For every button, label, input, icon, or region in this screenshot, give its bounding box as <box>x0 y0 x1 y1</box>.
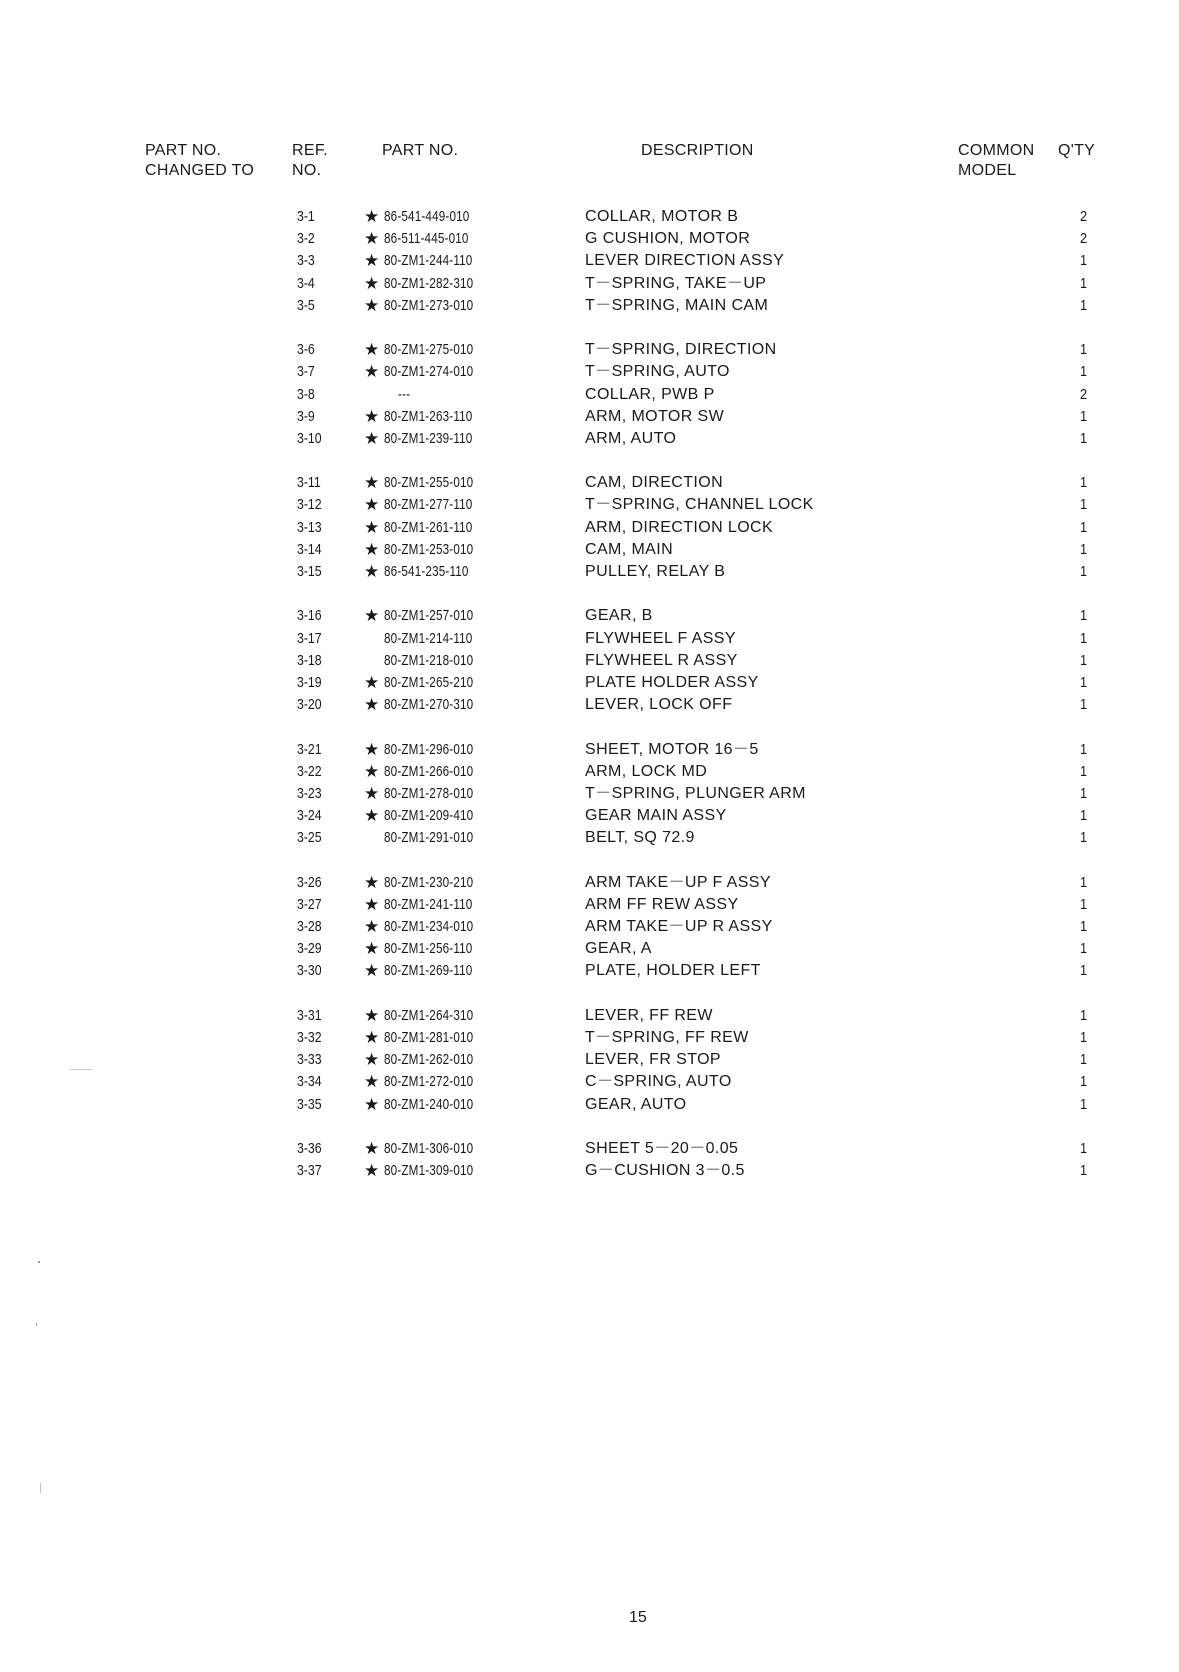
part-no-cell: 80-ZM1-278-010 <box>384 784 474 802</box>
ref-no-cell: 3-1 <box>297 208 315 225</box>
star-icon: ★ <box>364 207 380 226</box>
description-cell: T－SPRING, DIRECTION <box>585 341 777 359</box>
ref-no-cell: 3-30 <box>297 962 322 980</box>
description-cell: CAM, MAIN <box>585 540 674 558</box>
table-row <box>0 628 1179 650</box>
part-no-cell: 80-ZM1-234-010 <box>384 918 474 935</box>
table-row <box>0 894 1179 916</box>
part-no-cell: 80-ZM1-209-410 <box>384 807 474 825</box>
part-no-cell: 80-ZM1-291-010 <box>384 829 474 847</box>
qty-cell: 1 <box>1080 296 1088 314</box>
part-no-cell: 80-ZM1-306-010 <box>384 1139 474 1157</box>
header-description-text: DESCRIPTION <box>641 142 754 159</box>
description-cell: G－CUSHION 3－0.5 <box>585 1162 745 1180</box>
qty-cell: 1 <box>1080 607 1088 625</box>
qty-cell: 1 <box>1080 1162 1088 1180</box>
description-cell: C－SPRING, AUTO <box>585 1073 732 1091</box>
star-icon: ★ <box>364 473 380 493</box>
star-icon: ★ <box>364 1027 380 1047</box>
ref-no-cell: 3-26 <box>297 873 322 891</box>
header-no-label: NO. <box>292 162 322 179</box>
table-row <box>0 472 1179 494</box>
header-qty <box>1058 141 1095 161</box>
star-icon: ★ <box>364 783 380 803</box>
ref-no-cell: 3-11 <box>297 474 321 492</box>
table-row <box>0 339 1179 361</box>
scan-speck <box>40 1483 41 1493</box>
star-icon: ★ <box>364 495 380 515</box>
qty-cell: 1 <box>1080 1028 1088 1046</box>
ref-no-cell: 3-3 <box>297 252 315 270</box>
description-cell: LEVER, LOCK OFF <box>585 696 733 714</box>
table-row <box>0 406 1179 428</box>
table-row <box>0 273 1179 295</box>
table-row <box>0 539 1179 561</box>
table-row <box>0 428 1179 450</box>
qty-cell: 1 <box>1080 252 1088 270</box>
description-cell: ARM, DIRECTION LOCK <box>585 518 774 536</box>
star-icon: ★ <box>364 273 380 293</box>
table-row <box>0 827 1179 849</box>
ref-no-cell: 3-12 <box>297 496 322 514</box>
header-part-no-text: PART NO. <box>382 142 459 159</box>
scan-speck <box>70 1069 92 1070</box>
description-cell: FLYWHEEL R ASSY <box>585 651 738 669</box>
description-cell: CAM, DIRECTION <box>585 474 724 492</box>
part-no-cell: 80-ZM1-309-010 <box>384 1162 474 1180</box>
part-no-cell: 80-ZM1-274-010 <box>384 363 474 381</box>
table-row <box>0 650 1179 672</box>
part-no-cell: 86-541-235-110 <box>384 563 469 580</box>
header-ref-no <box>292 141 328 181</box>
header-part-no-changed-to <box>145 141 254 181</box>
table-row <box>0 872 1179 894</box>
qty-cell: 1 <box>1080 940 1088 958</box>
qty-cell: 1 <box>1080 696 1088 714</box>
star-icon: ★ <box>364 806 380 826</box>
table-row <box>0 739 1179 761</box>
ref-no-cell: 3-8 <box>297 385 315 403</box>
part-no-cell: 80-ZM1-255-010 <box>384 474 474 492</box>
ref-no-cell: 3-33 <box>297 1051 322 1069</box>
table-row <box>0 384 1179 406</box>
qty-cell: 1 <box>1080 474 1088 492</box>
table-row <box>0 250 1179 272</box>
table-row <box>0 1005 1179 1027</box>
part-no-cell: 80-ZM1-272-010 <box>384 1073 474 1091</box>
part-no-cell: 80-ZM1-253-010 <box>384 540 474 558</box>
ref-no-cell: 3-13 <box>297 518 322 536</box>
ref-no-cell: 3-28 <box>297 918 322 935</box>
ref-no-cell: 3-7 <box>297 363 315 381</box>
ref-no-cell: 3-29 <box>297 940 322 958</box>
part-no-cell: 80-ZM1-275-010 <box>384 341 474 359</box>
star-icon: ★ <box>364 1050 380 1070</box>
description-cell: ARM, MOTOR SW <box>585 407 725 425</box>
description-cell: T－SPRING, MAIN CAM <box>585 296 769 314</box>
star-icon: ★ <box>364 761 380 781</box>
ref-no-cell: 3-17 <box>297 629 322 647</box>
description-cell: COLLAR, MOTOR B <box>585 208 739 225</box>
star-icon: ★ <box>364 1138 380 1158</box>
part-no-cell: 80-ZM1-240-010 <box>384 1095 474 1113</box>
header-part-no <box>382 141 458 161</box>
ref-no-cell: 3-34 <box>297 1073 322 1091</box>
qty-cell: 1 <box>1080 651 1088 669</box>
table-row <box>0 206 1179 228</box>
part-no-cell: 80-ZM1-296-010 <box>384 740 474 758</box>
star-icon: ★ <box>364 872 380 892</box>
description-cell: PULLEY, RELAY B <box>585 563 726 580</box>
star-icon: ★ <box>364 939 380 959</box>
ref-no-cell: 3-19 <box>297 673 322 691</box>
part-no-cell: 86-541-449-010 <box>384 208 470 225</box>
qty-cell: 1 <box>1080 895 1088 913</box>
star-icon: ★ <box>364 428 380 448</box>
description-cell: GEAR, AUTO <box>585 1095 687 1113</box>
star-icon: ★ <box>364 295 380 315</box>
qty-cell: 1 <box>1080 762 1088 780</box>
ref-no-cell: 3-32 <box>297 1028 322 1046</box>
part-no-cell: 80-ZM1-265-210 <box>384 673 474 691</box>
qty-cell: 1 <box>1080 740 1088 758</box>
header-ref-label: REF. <box>292 142 328 159</box>
header-common-label: COMMON <box>958 142 1035 159</box>
description-cell: GEAR, A <box>585 940 652 958</box>
table-row <box>0 494 1179 516</box>
ref-no-cell: 3-23 <box>297 784 322 802</box>
star-icon: ★ <box>364 251 380 271</box>
qty-cell: 1 <box>1080 363 1088 381</box>
qty-cell: 1 <box>1080 518 1088 536</box>
star-icon: ★ <box>364 406 380 426</box>
header-changed-to-label: CHANGED TO <box>145 162 255 179</box>
star-icon: ★ <box>364 894 380 914</box>
part-no-cell: 80-ZM1-273-010 <box>384 296 474 314</box>
star-icon: ★ <box>364 672 380 692</box>
header-part-no-label: PART NO. <box>145 142 222 159</box>
ref-no-cell: 3-16 <box>297 607 322 625</box>
qty-cell: 1 <box>1080 873 1088 891</box>
header-qty-text: Q'TY <box>1058 142 1096 159</box>
description-cell: BELT, SQ 72.9 <box>585 829 695 847</box>
description-cell: COLLAR, PWB P <box>585 385 715 403</box>
description-cell: G CUSHION, MOTOR <box>585 230 751 248</box>
star-icon: ★ <box>364 1072 380 1092</box>
qty-cell: 1 <box>1080 1051 1088 1069</box>
part-no-cell: 80-ZM1-264-310 <box>384 1006 474 1024</box>
part-no-cell: 80-ZM1-218-010 <box>384 651 474 669</box>
part-no-cell: 80-ZM1-281-010 <box>384 1028 474 1046</box>
table-row <box>0 960 1179 982</box>
table-row <box>0 605 1179 627</box>
part-no-cell: 80-ZM1-269-110 <box>384 962 473 980</box>
ref-no-cell: 3-37 <box>297 1162 322 1180</box>
part-no-cell: 80-ZM1-230-210 <box>384 873 474 891</box>
part-no-cell: 80-ZM1-262-010 <box>384 1051 474 1069</box>
qty-cell: 1 <box>1080 807 1088 825</box>
table-row <box>0 916 1179 938</box>
description-cell: GEAR, B <box>585 607 653 625</box>
table-row <box>0 938 1179 960</box>
qty-cell: 1 <box>1080 429 1088 447</box>
star-icon: ★ <box>364 562 380 581</box>
table-row <box>0 295 1179 317</box>
star-icon: ★ <box>364 229 380 249</box>
qty-cell: 1 <box>1080 918 1088 935</box>
table-row <box>0 1094 1179 1116</box>
table-row <box>0 805 1179 827</box>
description-cell: LEVER, FR STOP <box>585 1051 722 1069</box>
description-cell: LEVER DIRECTION ASSY <box>585 252 785 270</box>
ref-no-cell: 3-21 <box>297 740 322 758</box>
header-model-label: MODEL <box>958 162 1017 179</box>
part-no-cell: 80-ZM1-282-310 <box>384 274 474 292</box>
ref-no-cell: 3-25 <box>297 829 322 847</box>
description-cell: T－SPRING, AUTO <box>585 363 730 381</box>
qty-cell: 1 <box>1080 540 1088 558</box>
description-cell: T－SPRING, PLUNGER ARM <box>585 784 806 802</box>
description-cell: GEAR MAIN ASSY <box>585 807 727 825</box>
ref-no-cell: 3-4 <box>297 274 315 292</box>
qty-cell: 1 <box>1080 629 1088 647</box>
description-cell: T－SPRING, TAKE－UP <box>585 274 767 292</box>
table-row <box>0 361 1179 383</box>
qty-cell: 1 <box>1080 673 1088 691</box>
description-cell: ARM FF REW ASSY <box>585 895 739 913</box>
description-cell: FLYWHEEL F ASSY <box>585 629 736 647</box>
star-icon: ★ <box>364 517 380 537</box>
scan-speck <box>38 1261 40 1263</box>
description-cell: T－SPRING, CHANNEL LOCK <box>585 496 814 514</box>
qty-cell: 2 <box>1080 230 1088 248</box>
description-cell: ARM TAKE－UP F ASSY <box>585 873 771 891</box>
ref-no-cell: 3-31 <box>297 1006 322 1024</box>
qty-cell: 1 <box>1080 962 1088 980</box>
ref-no-cell: 3-27 <box>297 895 322 913</box>
description-cell: ARM, AUTO <box>585 429 677 447</box>
ref-no-cell: 3-18 <box>297 651 322 669</box>
qty-cell: 1 <box>1080 563 1088 580</box>
part-no-cell: 80-ZM1-214-110 <box>384 629 473 647</box>
header-common-model <box>958 141 1034 181</box>
part-no-cell: 86-511-445-010 <box>384 230 469 248</box>
star-icon: ★ <box>364 340 380 360</box>
scan-speck <box>36 1323 37 1326</box>
part-no-cell: 80-ZM1-244-110 <box>384 252 473 270</box>
part-no-cell: 80-ZM1-263-110 <box>384 407 473 425</box>
qty-cell: 1 <box>1080 1006 1088 1024</box>
star-icon: ★ <box>364 695 380 715</box>
table-row <box>0 1160 1179 1182</box>
ref-no-cell: 3-20 <box>297 696 322 714</box>
qty-cell: 1 <box>1080 274 1088 292</box>
part-no-cell: 80-ZM1-256-110 <box>384 940 473 958</box>
ref-no-cell: 3-14 <box>297 540 322 558</box>
description-cell: T－SPRING, FF REW <box>585 1028 749 1046</box>
qty-cell: 1 <box>1080 1095 1088 1113</box>
part-no-cell: 80-ZM1-270-310 <box>384 696 474 714</box>
page-number: 15 <box>629 1609 647 1626</box>
star-icon: ★ <box>364 961 380 981</box>
star-icon: ★ <box>364 1005 380 1025</box>
part-no-cell: 80-ZM1-261-110 <box>384 518 473 536</box>
star-icon: ★ <box>364 539 380 559</box>
part-no-cell: 80-ZM1-239-110 <box>384 429 473 447</box>
qty-cell: 1 <box>1080 496 1088 514</box>
table-row <box>0 517 1179 539</box>
description-cell: ARM TAKE－UP R ASSY <box>585 918 773 935</box>
table-row <box>0 1049 1179 1071</box>
table-row <box>0 561 1179 583</box>
part-no-cell: 80-ZM1-266-010 <box>384 762 474 780</box>
ref-no-cell: 3-10 <box>297 429 322 447</box>
ref-no-cell: 3-36 <box>297 1139 322 1157</box>
ref-no-cell: 3-6 <box>297 341 315 359</box>
table-row <box>0 783 1179 805</box>
qty-cell: 1 <box>1080 784 1088 802</box>
star-icon: ★ <box>364 739 380 759</box>
parts-table <box>0 206 1179 1182</box>
description-cell: LEVER, FF REW <box>585 1006 713 1024</box>
star-icon: ★ <box>364 917 380 936</box>
qty-cell: 1 <box>1080 341 1088 359</box>
header-description <box>641 141 754 161</box>
table-row <box>0 761 1179 783</box>
part-no-cell: 80-ZM1-257-010 <box>384 607 474 625</box>
table-row <box>0 694 1179 716</box>
qty-cell: 2 <box>1080 208 1088 225</box>
table-row <box>0 1027 1179 1049</box>
star-icon: ★ <box>364 1161 380 1181</box>
qty-cell: 1 <box>1080 829 1088 847</box>
description-cell: SHEET 5－20－0.05 <box>585 1139 739 1157</box>
ref-no-cell: 3-22 <box>297 762 322 780</box>
qty-cell: 1 <box>1080 407 1088 425</box>
part-no-cell: 80-ZM1-241-110 <box>384 895 473 913</box>
table-row <box>0 1071 1179 1093</box>
star-icon: ★ <box>364 606 380 626</box>
ref-no-cell: 3-5 <box>297 296 315 314</box>
qty-cell: 1 <box>1080 1139 1088 1157</box>
ref-no-cell: 3-2 <box>297 230 315 248</box>
ref-no-cell: 3-24 <box>297 807 322 825</box>
description-cell: ARM, LOCK MD <box>585 762 708 780</box>
description-cell: PLATE, HOLDER LEFT <box>585 962 761 980</box>
star-icon: ★ <box>364 362 380 382</box>
table-row <box>0 672 1179 694</box>
part-no-cell: --- <box>398 385 411 403</box>
ref-no-cell: 3-35 <box>297 1095 322 1113</box>
star-icon: ★ <box>364 1094 380 1114</box>
qty-cell: 1 <box>1080 1073 1088 1091</box>
description-cell: PLATE HOLDER ASSY <box>585 673 759 691</box>
description-cell: SHEET, MOTOR 16－5 <box>585 740 759 758</box>
table-row <box>0 1138 1179 1160</box>
qty-cell: 2 <box>1080 385 1088 403</box>
table-row <box>0 228 1179 250</box>
ref-no-cell: 3-9 <box>297 407 315 425</box>
ref-no-cell: 3-15 <box>297 563 322 580</box>
part-no-cell: 80-ZM1-277-110 <box>384 496 473 514</box>
